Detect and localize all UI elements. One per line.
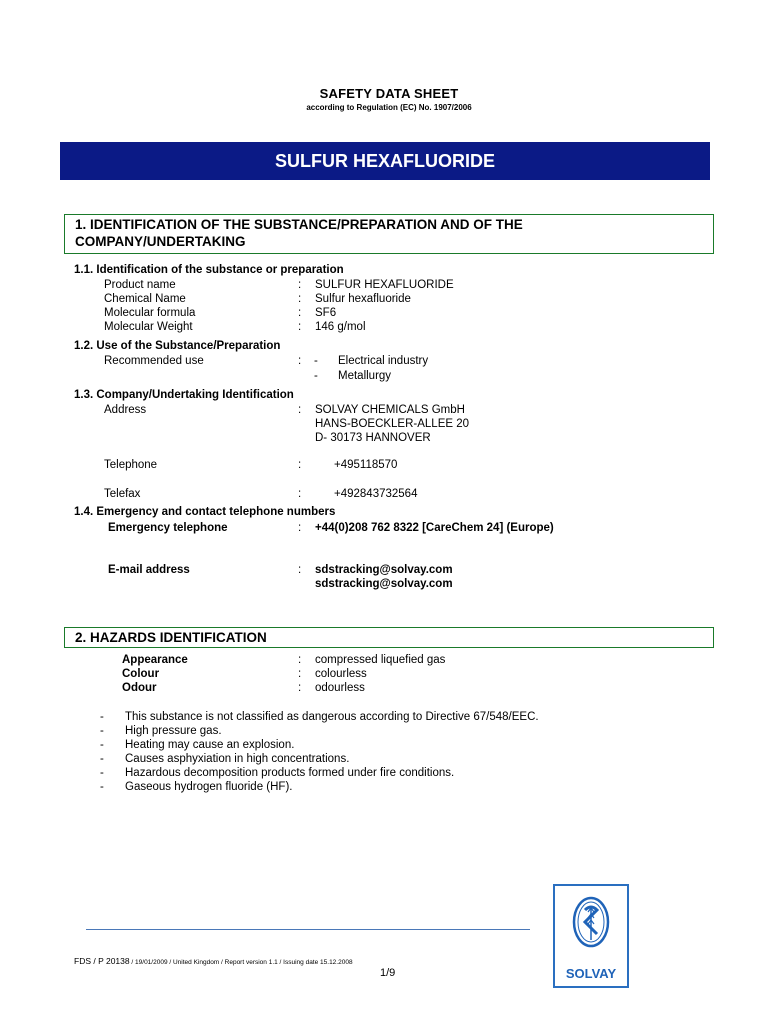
telefax-label: Telefax (104, 488, 141, 500)
dash-bullet: - (100, 725, 104, 737)
hazard-item: Causes asphyxiation in high concentrations. (125, 753, 350, 765)
email-label: E-mail address (108, 564, 190, 576)
section-1-heading-line2: COMPANY/UNDERTAKING (75, 234, 246, 249)
solvay-logo (553, 884, 629, 988)
hazard-item: Hazardous decomposition products formed under fire conditions. (125, 767, 455, 779)
footer-meta: / 19/01/2009 / United Kingdom / Report version 1.1 / Issuing date 15.12.2008 (129, 959, 353, 966)
footer-divider (86, 929, 530, 930)
address-line-2: HANS-BOECKLER-ALLEE 20 (315, 418, 470, 430)
colour-label: Colour (122, 668, 160, 680)
molecular-weight-value: 146 g/mol (315, 321, 366, 333)
colon: : (298, 293, 302, 305)
dash-bullet: - (100, 767, 104, 779)
colon: : (298, 522, 302, 534)
solvay-emblem-icon (555, 886, 627, 966)
address-line-1: SOLVAY CHEMICALS GmbH (315, 404, 465, 416)
colon: : (298, 279, 302, 291)
product-name-value: SULFUR HEXAFLUORIDE (315, 279, 454, 291)
dash-bullet: - (100, 781, 104, 793)
colon: : (298, 355, 302, 367)
dash-bullet: - (314, 370, 318, 382)
telephone-value: +495118570 (334, 459, 398, 471)
address-label: Address (104, 404, 147, 416)
email-link[interactable]: sdstracking@solvay.com (315, 564, 453, 576)
footer-code: FDS / P 20138 (74, 956, 130, 966)
colon: : (298, 459, 302, 471)
colon: : (298, 404, 302, 416)
address-line-3: D- 30173 HANNOVER (315, 432, 431, 444)
section-1-heading (64, 214, 714, 254)
appearance-label: Appearance (122, 654, 188, 666)
colon: : (298, 682, 302, 694)
logo-wordmark: SOLVAY (565, 966, 617, 981)
dash-bullet: - (100, 753, 104, 765)
colon: : (298, 654, 302, 666)
page-number: 1/9 (380, 967, 396, 979)
appearance-value: compressed liquefied gas (315, 654, 446, 666)
product-name-label: Product name (104, 279, 176, 291)
colour-value: colourless (315, 668, 367, 680)
dash-bullet: - (100, 739, 104, 751)
colon: : (298, 321, 302, 333)
subsection-1-1-title: 1.1. Identification of the substance or preparation (74, 264, 344, 276)
colon: : (298, 488, 302, 500)
use-item: Electrical industry (338, 355, 429, 367)
section-1-heading-line1: 1. IDENTIFICATION OF THE SUBSTANCE/PREPARATION AND OF THE (75, 217, 523, 232)
hazard-item: This substance is not classified as dangerous according to Directive 67/548/EEC. (125, 711, 539, 723)
document-title: SAFETY DATA SHEET (319, 86, 459, 101)
molecular-weight-label: Molecular Weight (104, 321, 193, 333)
chemical-name-label: Chemical Name (104, 293, 186, 305)
telefax-value: +492843732564 (334, 488, 418, 500)
recommended-use-label: Recommended use (104, 355, 204, 367)
footer-document-info (74, 956, 353, 966)
section-2-heading: 2. HAZARDS IDENTIFICATION (64, 627, 714, 648)
emergency-telephone-value: +44(0)208 762 8322 [CareChem 24] (Europe) (315, 522, 554, 534)
telephone-label: Telephone (104, 459, 158, 471)
use-item: Metallurgy (338, 370, 392, 382)
molecular-formula-label: Molecular formula (104, 307, 196, 319)
email-link[interactable]: sdstracking@solvay.com (315, 578, 453, 590)
regulation-subtitle: according to Regulation (EC) No. 1907/2006 (306, 103, 472, 112)
colon: : (298, 564, 302, 576)
subsection-1-2-title: 1.2. Use of the Substance/Preparation (74, 340, 281, 352)
hazard-item: High pressure gas. (125, 725, 222, 737)
subsection-1-4-title: 1.4. Emergency and contact telephone numbers (74, 506, 336, 518)
product-banner: SULFUR HEXAFLUORIDE (60, 142, 710, 180)
hazard-item: Gaseous hydrogen fluoride (HF). (125, 781, 293, 793)
odour-value: odourless (315, 682, 365, 694)
subsection-1-3-title: 1.3. Company/Undertaking Identification (74, 389, 294, 401)
dash-bullet: - (100, 711, 104, 723)
colon: : (298, 668, 302, 680)
hazard-item: Heating may cause an explosion. (125, 739, 295, 751)
odour-label: Odour (122, 682, 157, 694)
chemical-name-value: Sulfur hexafluoride (315, 293, 411, 305)
emergency-telephone-label: Emergency telephone (108, 522, 228, 534)
dash-bullet: - (314, 355, 318, 367)
molecular-formula-value: SF6 (315, 307, 337, 319)
colon: : (298, 307, 302, 319)
